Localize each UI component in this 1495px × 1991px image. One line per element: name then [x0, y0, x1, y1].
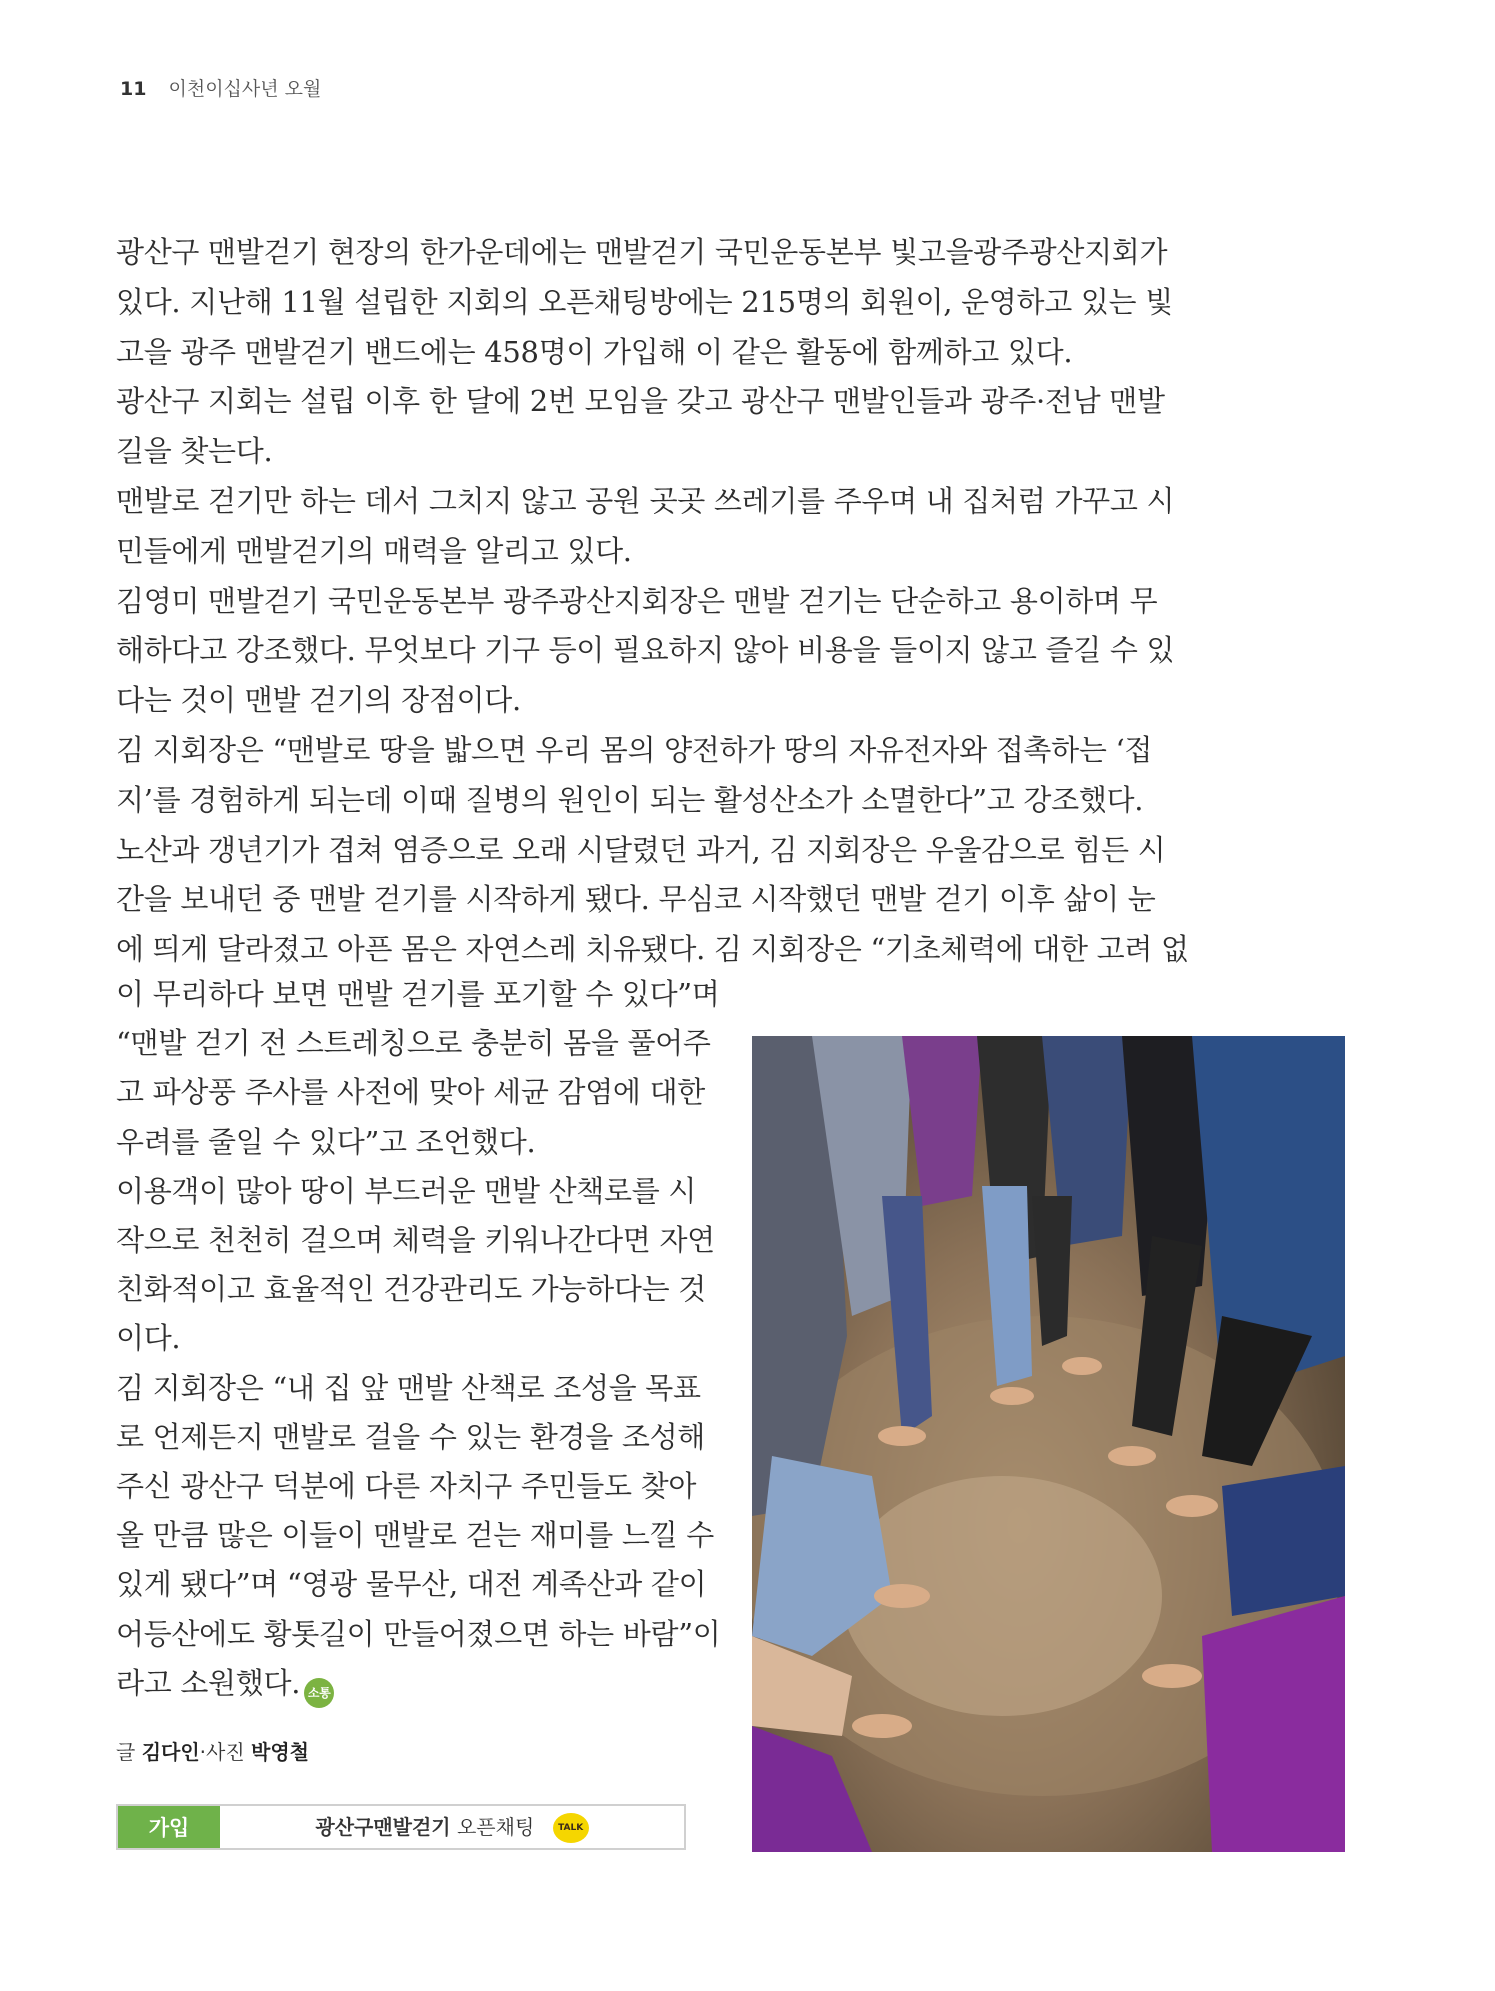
barefoot-walkers-photo	[752, 1036, 1345, 1852]
open-chat-join-bar[interactable]	[116, 1804, 686, 1850]
paragraph-line: 해하다고 강조했다. 무엇보다 기구 등이 필요하지 않아 비용을 들이지 않고 즐길 수 있	[116, 633, 1175, 668]
photo-credit	[116, 1736, 309, 1765]
paragraph-line: 어등산에도 황톳길이 만들어졌으면 하는 바람”이	[116, 1616, 721, 1651]
paragraph-line: 광산구 지회는 설립 이후 한 달에 2번 모임을 갖고 광산구 맨발인들과 광주·전남 맨발	[116, 384, 1165, 419]
paragraph-line: 주신 광산구 덕분에 다른 자치구 주민들도 찾아	[116, 1469, 697, 1503]
writer-label: 글	[116, 1740, 136, 1764]
paragraph-line: 노산과 갱년기가 겹쳐 염증으로 오래 시달렸던 과거, 김 지회장은 우울감으로 힘든 시	[116, 832, 1166, 867]
paragraph-line: 이용객이 많아 땅이 부드러운 맨발 산책로를 시	[116, 1173, 697, 1208]
kakaotalk-icon[interactable]: TALK	[553, 1813, 589, 1843]
paragraph-line: 광산구 맨발걷기 현장의 한가운데에는 맨발걷기 국민운동본부 빛고을광주광산지회가	[116, 235, 1168, 269]
paragraph-line: 맨발로 걷기만 하는 데서 그치지 않고 공원 곳곳 쓰레기를 주우며 내 집처럼 가꾸고 시	[116, 484, 1175, 518]
paragraph-line: 길을 찾는다.	[116, 434, 273, 469]
paragraph-line: 이다.	[116, 1321, 181, 1356]
paragraph-line: 고을 광주 맨발걷기 밴드에는 458명이 가입해 이 같은 활동에 함께하고 있다.	[116, 334, 1073, 369]
writer-name: 김다인	[141, 1740, 200, 1764]
chat-suffix: 오픈채팅	[456, 1814, 535, 1839]
issue-label: 이천이십사년 오월	[168, 78, 322, 100]
paragraph-line: 이 무리하다 보면 맨발 걷기를 포기할 수 있다”며	[116, 977, 720, 1011]
paragraph-line: 다는 것이 맨발 걷기의 장점이다.	[116, 683, 521, 718]
photo-label: 사진	[206, 1740, 245, 1764]
paragraph-line: 지’를 경험하게 되는데 이때 질병의 원인이 되는 활성산소가 소멸한다”고 강조했다.	[116, 782, 1144, 817]
paragraph-line: 친화적이고 효율적인 건강관리도 가능하다는 것	[116, 1272, 706, 1307]
photographer-name: 박영철	[251, 1740, 309, 1764]
chat-name: 광산구맨발걷기	[315, 1814, 451, 1839]
paragraph-line: 고 파상풍 주사를 사전에 맞아 세균 감염에 대한	[116, 1075, 705, 1110]
paragraph-line: 올 만큼 많은 이들이 맨발로 걷는 재미를 느낄 수	[116, 1518, 714, 1553]
paragraph-line: 김 지회장은 “내 집 앞 맨발 산책로 조성을 목표	[116, 1370, 701, 1405]
credit-separator: ·	[199, 1740, 207, 1764]
paragraph-line: 있다. 지난해 11월 설립한 지회의 오픈채팅방에는 215명의 회원이, 운영하고 있는 빛	[116, 284, 1173, 319]
paragraph-line: 라고 소원했다. 소통	[116, 1659, 334, 1709]
paragraph-line: 김영미 맨발걷기 국민운동본부 광주광산지회장은 맨발 걷기는 단순하고 용이하며 무	[116, 583, 1158, 618]
page-header	[120, 74, 321, 101]
paragraph-line: 간을 보내던 중 맨발 걷기를 시작하게 됐다. 무심코 시작했던 맨발 걷기 이후 삶이 눈	[116, 882, 1156, 917]
open-chat-label	[220, 1811, 684, 1844]
paragraph-line: 에 띄게 달라졌고 아픈 몸은 자연스레 치유됐다. 김 지회장은 “기초체력에 대한 고려 없	[116, 932, 1189, 967]
paragraph-line: 우려를 줄일 수 있다”고 조언했다.	[116, 1124, 536, 1159]
paragraph-line: 민들에게 맨발걷기의 매력을 알리고 있다.	[116, 533, 632, 568]
photo-illustration	[752, 1036, 1345, 1852]
join-button[interactable]: 가입	[118, 1806, 220, 1848]
paragraph-line: 있게 됐다”며 “영광 물무산, 대전 계족산과 같이	[116, 1567, 707, 1602]
paragraph-line: 로 언제든지 맨발로 걸을 수 있는 환경을 조성해	[116, 1419, 705, 1454]
paragraph-line: 작으로 천천히 걸으며 체력을 키워나간다면 자연	[116, 1223, 715, 1257]
magazine-logo-icon: 소통	[304, 1678, 334, 1708]
page-number: 11	[120, 78, 147, 100]
paragraph-line: 김 지회장은 “맨발로 땅을 밟으면 우리 몸의 양전하가 땅의 자유전자와 접촉하는 ‘접	[116, 733, 1153, 767]
paragraph-line: “맨발 걷기 전 스트레칭으로 충분히 몸을 풀어주	[116, 1026, 711, 1061]
